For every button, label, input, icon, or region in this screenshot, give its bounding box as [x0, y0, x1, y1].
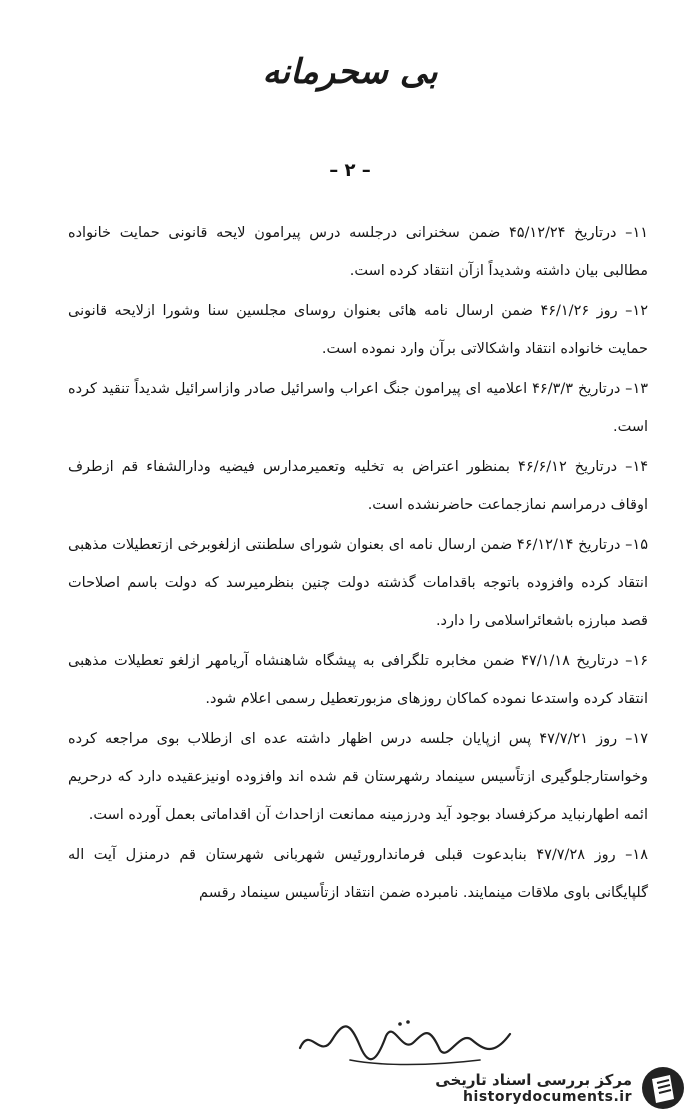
document-body	[68, 214, 648, 914]
paragraph-18: ۱۸– روز ۴۷/۷/۲۸ بنابدعوت قبلی فرماندارورئیس شهربانی شهرستان قم درمنزل آیت اله گلپایگانی باوی ملاقات مینمایند. نامبرده ضمن انتقاد ازتاًسیس سینماد رقسم	[68, 847, 648, 901]
paragraph-15: ۱۵– درتاریخ ۴۶/۱۲/۱۴ ضمن ارسال نامه ای بعنوان شورای سلطنتی ازلغوبرخی ازتعطیلات مذهبی انتقاد کرده وافزوده باتوجه باقدامات گذشته دولت چنین بنظرمیرسد که دولت باسم اصلاحات قصد مبارزه باشعائراسلامی را دارد.	[68, 537, 648, 629]
paragraph-16: ۱۶– درتاریخ ۴۷/۱/۱۸ ضمن مخابره تلگرافی به پیشگاه شاهنشاه آریامهر ازلغو تعطیلات مذهبی انتقاد کرده واستدعا نموده کماکان روزهای مزبورتعطیل رسمی اعلام شود.	[68, 653, 649, 707]
paragraph-12: ۱۲– روز ۴۶/۱/۲۶ ضمن ارسال نامه هائی بعنوان روسای مجلسین سنا وشورا ازلایحه قانونی حمایت خانواده انتقاد واشکالاتی برآن وارد نموده است.	[68, 303, 648, 357]
watermark-org-name: مرکز بررسی اسناد تاریخی	[435, 1071, 632, 1089]
archive-watermark	[386, 1060, 686, 1116]
page-number: – ۲ –	[329, 160, 371, 181]
paragraph-17: ۱۷– روز ۴۷/۷/۲۱ پس ازپایان جلسه درس اظهار داشته عده ای ازطلاب بوی مراجعه کرده وخواستارجلوگیری ازتاًسیس سینماد رشهرستان قم شده اند وافزوده اونیزعقیده دارد که درحریم ائمه اطهارنباید مرکزفساد بوجود آید ودرزمینه ممانعت ازاحداث آن اقداماتی بعمل آورده است.	[68, 731, 648, 823]
classification-heading: بی سحرمانه	[262, 52, 438, 92]
paragraph-11: ۱۱– درتاریخ ۴۵/۱۲/۲۴ ضمن سخنرانی درجلسه درس پیرامون لایحه قانونی حمایت خانواده مطالبی بیان داشته وشدیداً ازآن انتقاد کرده است.	[68, 225, 649, 279]
archive-logo-icon	[640, 1065, 686, 1111]
paragraph-13: ۱۳– درتاریخ ۴۶/۳/۳ اعلامیه ای پیرامون جنگ اعراب واسرائیل صادر وازاسرائیل شدیداً تنقید کرده است.	[68, 381, 649, 435]
watermark-text	[435, 1071, 632, 1105]
paragraph-14: ۱۴– درتاریخ ۴۶/۶/۱۲ بمنظور اعتراض به تخلیه وتعمیرمدارس فیضیه ودارالشفاء قم ازطرف اوقاف درمراسم نمازجماعت حاضرنشده است.	[68, 459, 649, 513]
watermark-url: historydocuments.ir	[463, 1089, 632, 1105]
